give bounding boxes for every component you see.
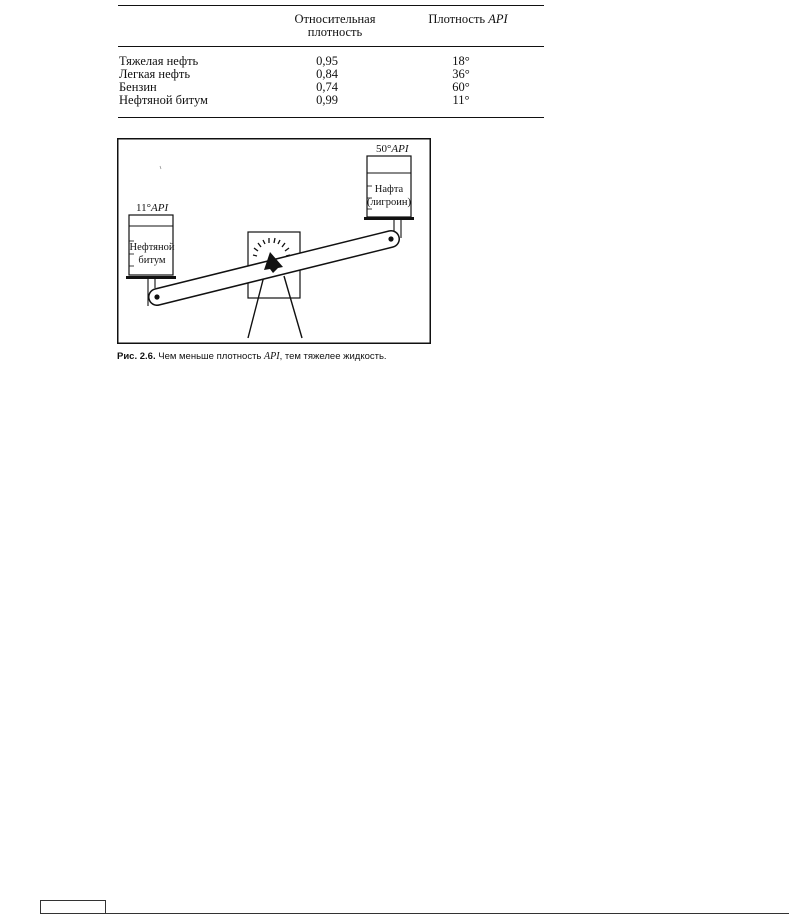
right-beaker-api-label: 50°API	[376, 143, 409, 155]
table-top-rule	[118, 5, 544, 6]
caption-text-after: , тем тяжелее жидкость.	[279, 351, 387, 362]
row-api: 60°	[452, 80, 470, 94]
header-api-unit: API	[488, 12, 508, 26]
page-number-tab	[40, 900, 106, 914]
beam-pivot-left	[154, 294, 159, 299]
right-platform	[364, 217, 414, 220]
seesaw-figure	[117, 138, 431, 344]
row-name: Тяжелая нефть	[119, 54, 199, 68]
row-name: Легкая нефть	[119, 67, 191, 81]
left-beaker-content-line2: битум	[138, 255, 166, 266]
row-relative: 0,84	[316, 67, 338, 81]
right-beaker	[364, 143, 414, 238]
caption-label: Рис. 2.6.	[117, 351, 156, 362]
caption-italic: API	[264, 351, 280, 362]
table-header-rule	[118, 46, 544, 47]
right-beaker-content-line2: (лигроин)	[367, 197, 411, 208]
beam-pivot-right	[388, 236, 393, 241]
row-api: 11°	[452, 93, 470, 107]
header-relative-density	[282, 13, 388, 39]
left-platform	[126, 276, 176, 279]
header-relative-line1: Относительная	[294, 12, 376, 26]
right-beaker-content-line1: Нафта	[374, 184, 404, 195]
table-bottom-rule	[118, 117, 544, 118]
fulcrum-stand	[248, 232, 302, 338]
row-name: Бензин	[119, 80, 157, 94]
seesaw-illustration	[117, 138, 431, 344]
header-api-prefix: Плотность	[428, 12, 486, 26]
row-relative: 0,74	[316, 80, 338, 94]
row-name: Нефтяной битум	[119, 93, 208, 107]
row-api: 36°	[452, 67, 470, 81]
figure-caption	[117, 351, 387, 362]
header-relative-line2: плотность	[307, 25, 363, 39]
footer-rule	[40, 913, 789, 914]
left-beaker-api-label: 11°API	[136, 202, 169, 214]
row-relative: 0,95	[316, 54, 338, 68]
left-beaker-content-line1: Нефтяной	[129, 242, 175, 253]
stray-mark	[160, 166, 161, 169]
caption-text-before: Чем меньше плотность	[158, 351, 262, 362]
row-relative: 0,99	[316, 93, 338, 107]
header-api-density	[418, 13, 518, 26]
row-api: 18°	[452, 54, 470, 68]
